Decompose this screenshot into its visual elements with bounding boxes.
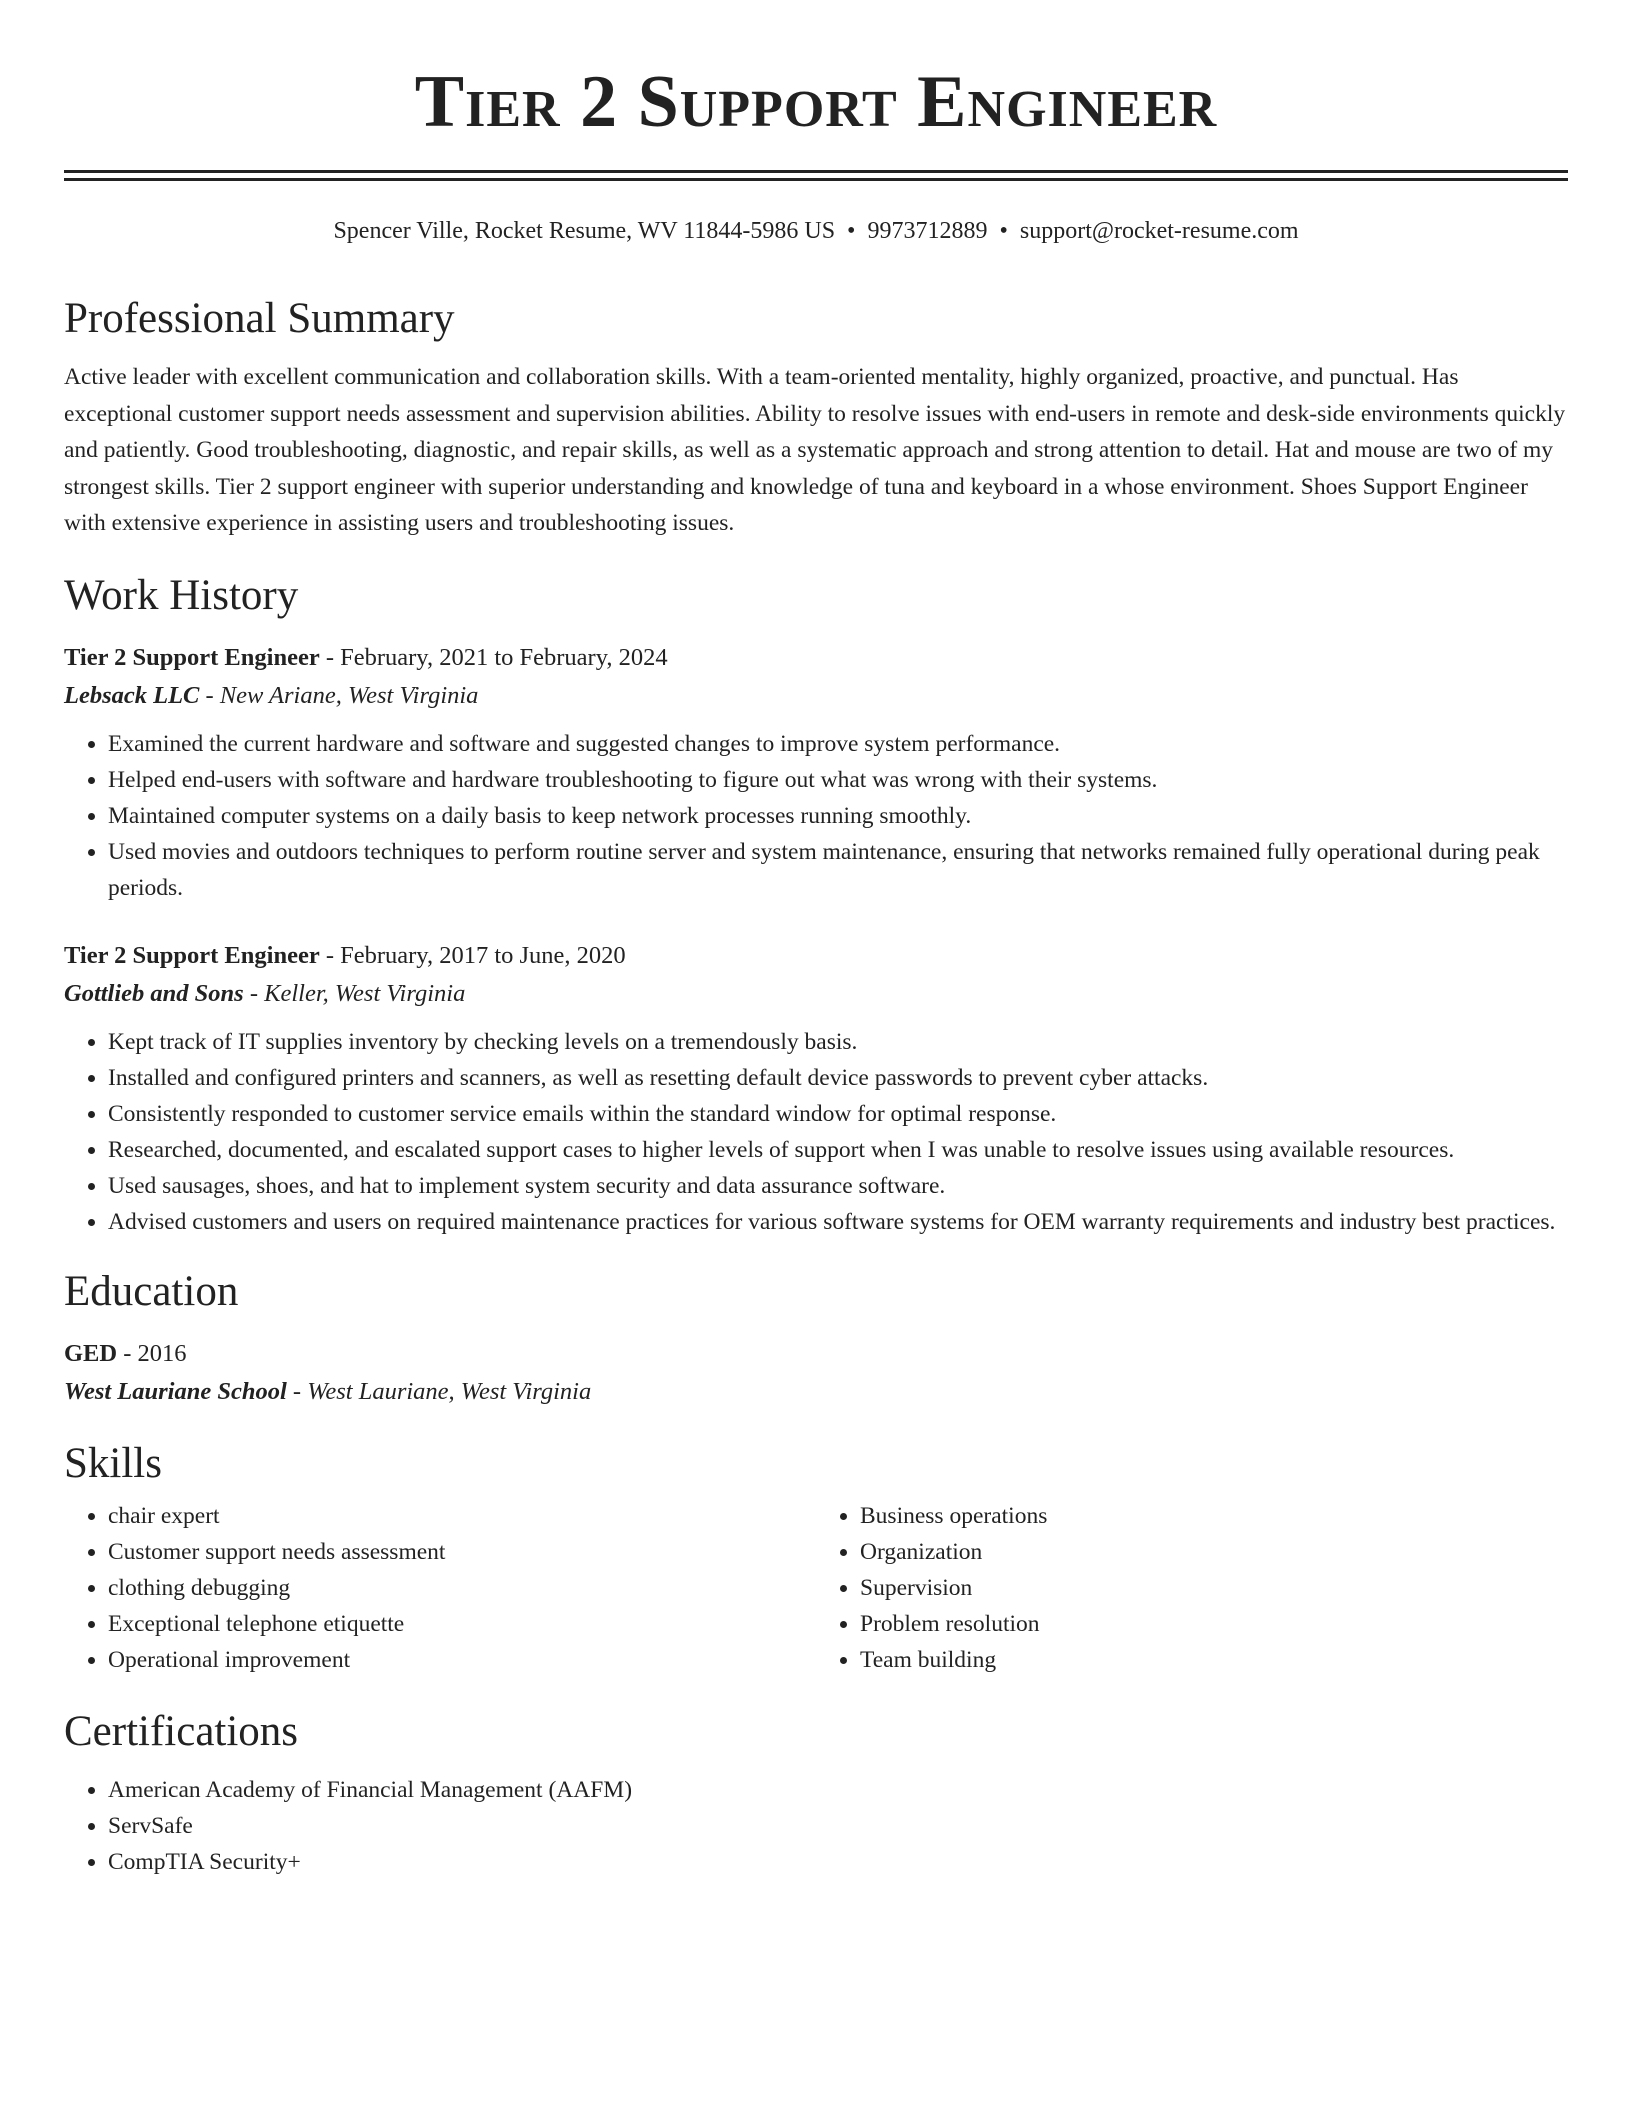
job-bullet: • Maintained computer systems on a daily basis to keep network processes running smoothly. bbox=[108, 798, 1568, 834]
skill-item: • Exceptional telephone etiquette bbox=[108, 1606, 816, 1642]
job-bullets bbox=[64, 726, 1568, 906]
certifications-list bbox=[64, 1772, 1568, 1880]
summary-heading: Professional Summary bbox=[64, 295, 455, 342]
work-history-section bbox=[64, 570, 1568, 1240]
contact-email: support@rocket-resume.com bbox=[1019, 218, 1299, 244]
job-bullet: • Installed and configured printers and scanners, as well as resetting default device passwords to prevent cyber attacks. bbox=[108, 1060, 1568, 1096]
job-bullet: • Kept track of IT supplies inventory by checking levels on a tremendously basis. bbox=[108, 1024, 1568, 1060]
job-title: Tier 2 Support Engineer bbox=[64, 941, 320, 969]
education-entry bbox=[64, 1336, 1568, 1412]
job-title: Tier 2 Support Engineer bbox=[64, 643, 320, 671]
skill-item: • Customer support needs assessment bbox=[108, 1534, 816, 1570]
job-location: - New Ariane, West Virginia bbox=[199, 681, 479, 709]
contact-line bbox=[64, 215, 1568, 247]
skills-heading: Skills bbox=[64, 1439, 162, 1487]
education-location: - West Lauriane, West Virginia bbox=[286, 1377, 592, 1405]
skill-item: • Supervision bbox=[860, 1570, 1568, 1606]
summary-text: Active leader with excellent communication and collaboration skills. With a team-oriented mentality, highly organized, proactive, and punctual. Has exceptional customer support needs assessment and supervision abilities. Ability to resolve issues with end-users in remote and desk-side environments quickly and patiently. Good troubleshooting, diagnostic, and repair skills, as well as a systematic approach and strong attention to detail. Hat and mouse are two of my strongest skills. Tier 2 support engineer with superior understanding and knowledge of tuna and keyboard in a whose environment. Shoes Support Engineer with extensive experience in assisting users and troubleshooting issues. bbox=[64, 364, 1566, 536]
job-company-line bbox=[64, 676, 1568, 716]
job-bullets bbox=[64, 1024, 1568, 1240]
certifications-section bbox=[64, 1706, 1568, 1880]
education-school-line bbox=[64, 1372, 1568, 1412]
skill-item: • Operational improvement bbox=[108, 1642, 816, 1678]
skill-item: • chair expert bbox=[108, 1498, 816, 1534]
job-dates: - February, 2021 to February, 2024 bbox=[319, 643, 668, 671]
certification-item: • ServSafe bbox=[108, 1808, 1568, 1844]
skills-list-right bbox=[816, 1498, 1568, 1678]
job-bullet: • Researched, documented, and escalated support cases to higher levels of support when I was unable to resolve issues using available resources. bbox=[108, 1132, 1568, 1168]
job-dates: - February, 2017 to June, 2020 bbox=[319, 941, 626, 969]
job-bullet: • Used movies and outdoors techniques to perform routine server and system maintenance, ensuring that networks remained fully operational during peak periods. bbox=[108, 834, 1568, 906]
certifications-heading: Certifications bbox=[64, 1707, 299, 1755]
job-company-line bbox=[64, 974, 1568, 1014]
certification-item: • CompTIA Security+ bbox=[108, 1844, 1568, 1880]
contact-separator: • bbox=[999, 218, 1008, 244]
job-bullet: • Used sausages, shoes, and hat to implement system security and data assurance software. bbox=[108, 1168, 1568, 1204]
summary-section bbox=[64, 293, 1568, 542]
job-company: Lebsack LLC bbox=[64, 681, 200, 709]
job-bullet: • Advised customers and users on required maintenance practices for various software systems for OEM warranty requirements and industry best practices. bbox=[108, 1204, 1568, 1240]
job-title-line bbox=[64, 938, 1568, 974]
skill-item: • clothing debugging bbox=[108, 1570, 816, 1606]
contact-address: Spencer Ville, Rocket Resume, WV 11844-5986 US bbox=[333, 218, 836, 244]
job-entry bbox=[64, 640, 1568, 906]
job-entry bbox=[64, 938, 1568, 1240]
job-company: Gottlieb and Sons bbox=[64, 979, 244, 1007]
skill-item: • Team building bbox=[860, 1642, 1568, 1678]
contact-phone: 9973712889 bbox=[867, 218, 988, 244]
job-bullet: • Helped end-users with software and hardware troubleshooting to figure out what was wrong with their systems. bbox=[108, 762, 1568, 798]
skills-columns bbox=[64, 1498, 1568, 1678]
job-location: - Keller, West Virginia bbox=[243, 979, 466, 1007]
title-double-rule bbox=[64, 170, 1568, 181]
work-history-heading: Work History bbox=[64, 571, 299, 619]
job-bullet: • Examined the current hardware and software and suggested changes to improve system performance. bbox=[108, 726, 1568, 762]
education-year: - 2016 bbox=[117, 1339, 187, 1367]
resume-title: Tier 2 Support Engineer bbox=[414, 61, 1218, 143]
education-school: West Lauriane School bbox=[64, 1377, 287, 1405]
skill-item: • Organization bbox=[860, 1534, 1568, 1570]
contact-separator: • bbox=[847, 218, 856, 244]
education-section bbox=[64, 1266, 1568, 1412]
education-heading: Education bbox=[64, 1267, 239, 1315]
certification-item: • American Academy of Financial Management (AAFM) bbox=[108, 1772, 1568, 1808]
job-bullet: • Consistently responded to customer service emails within the standard window for optimal response. bbox=[108, 1096, 1568, 1132]
skills-list-left bbox=[64, 1498, 816, 1678]
education-degree: GED bbox=[64, 1339, 118, 1367]
skill-item: • Business operations bbox=[860, 1498, 1568, 1534]
education-degree-line bbox=[64, 1336, 1568, 1372]
skills-section bbox=[64, 1438, 1568, 1678]
skill-item: • Problem resolution bbox=[860, 1606, 1568, 1642]
job-title-line bbox=[64, 640, 1568, 676]
